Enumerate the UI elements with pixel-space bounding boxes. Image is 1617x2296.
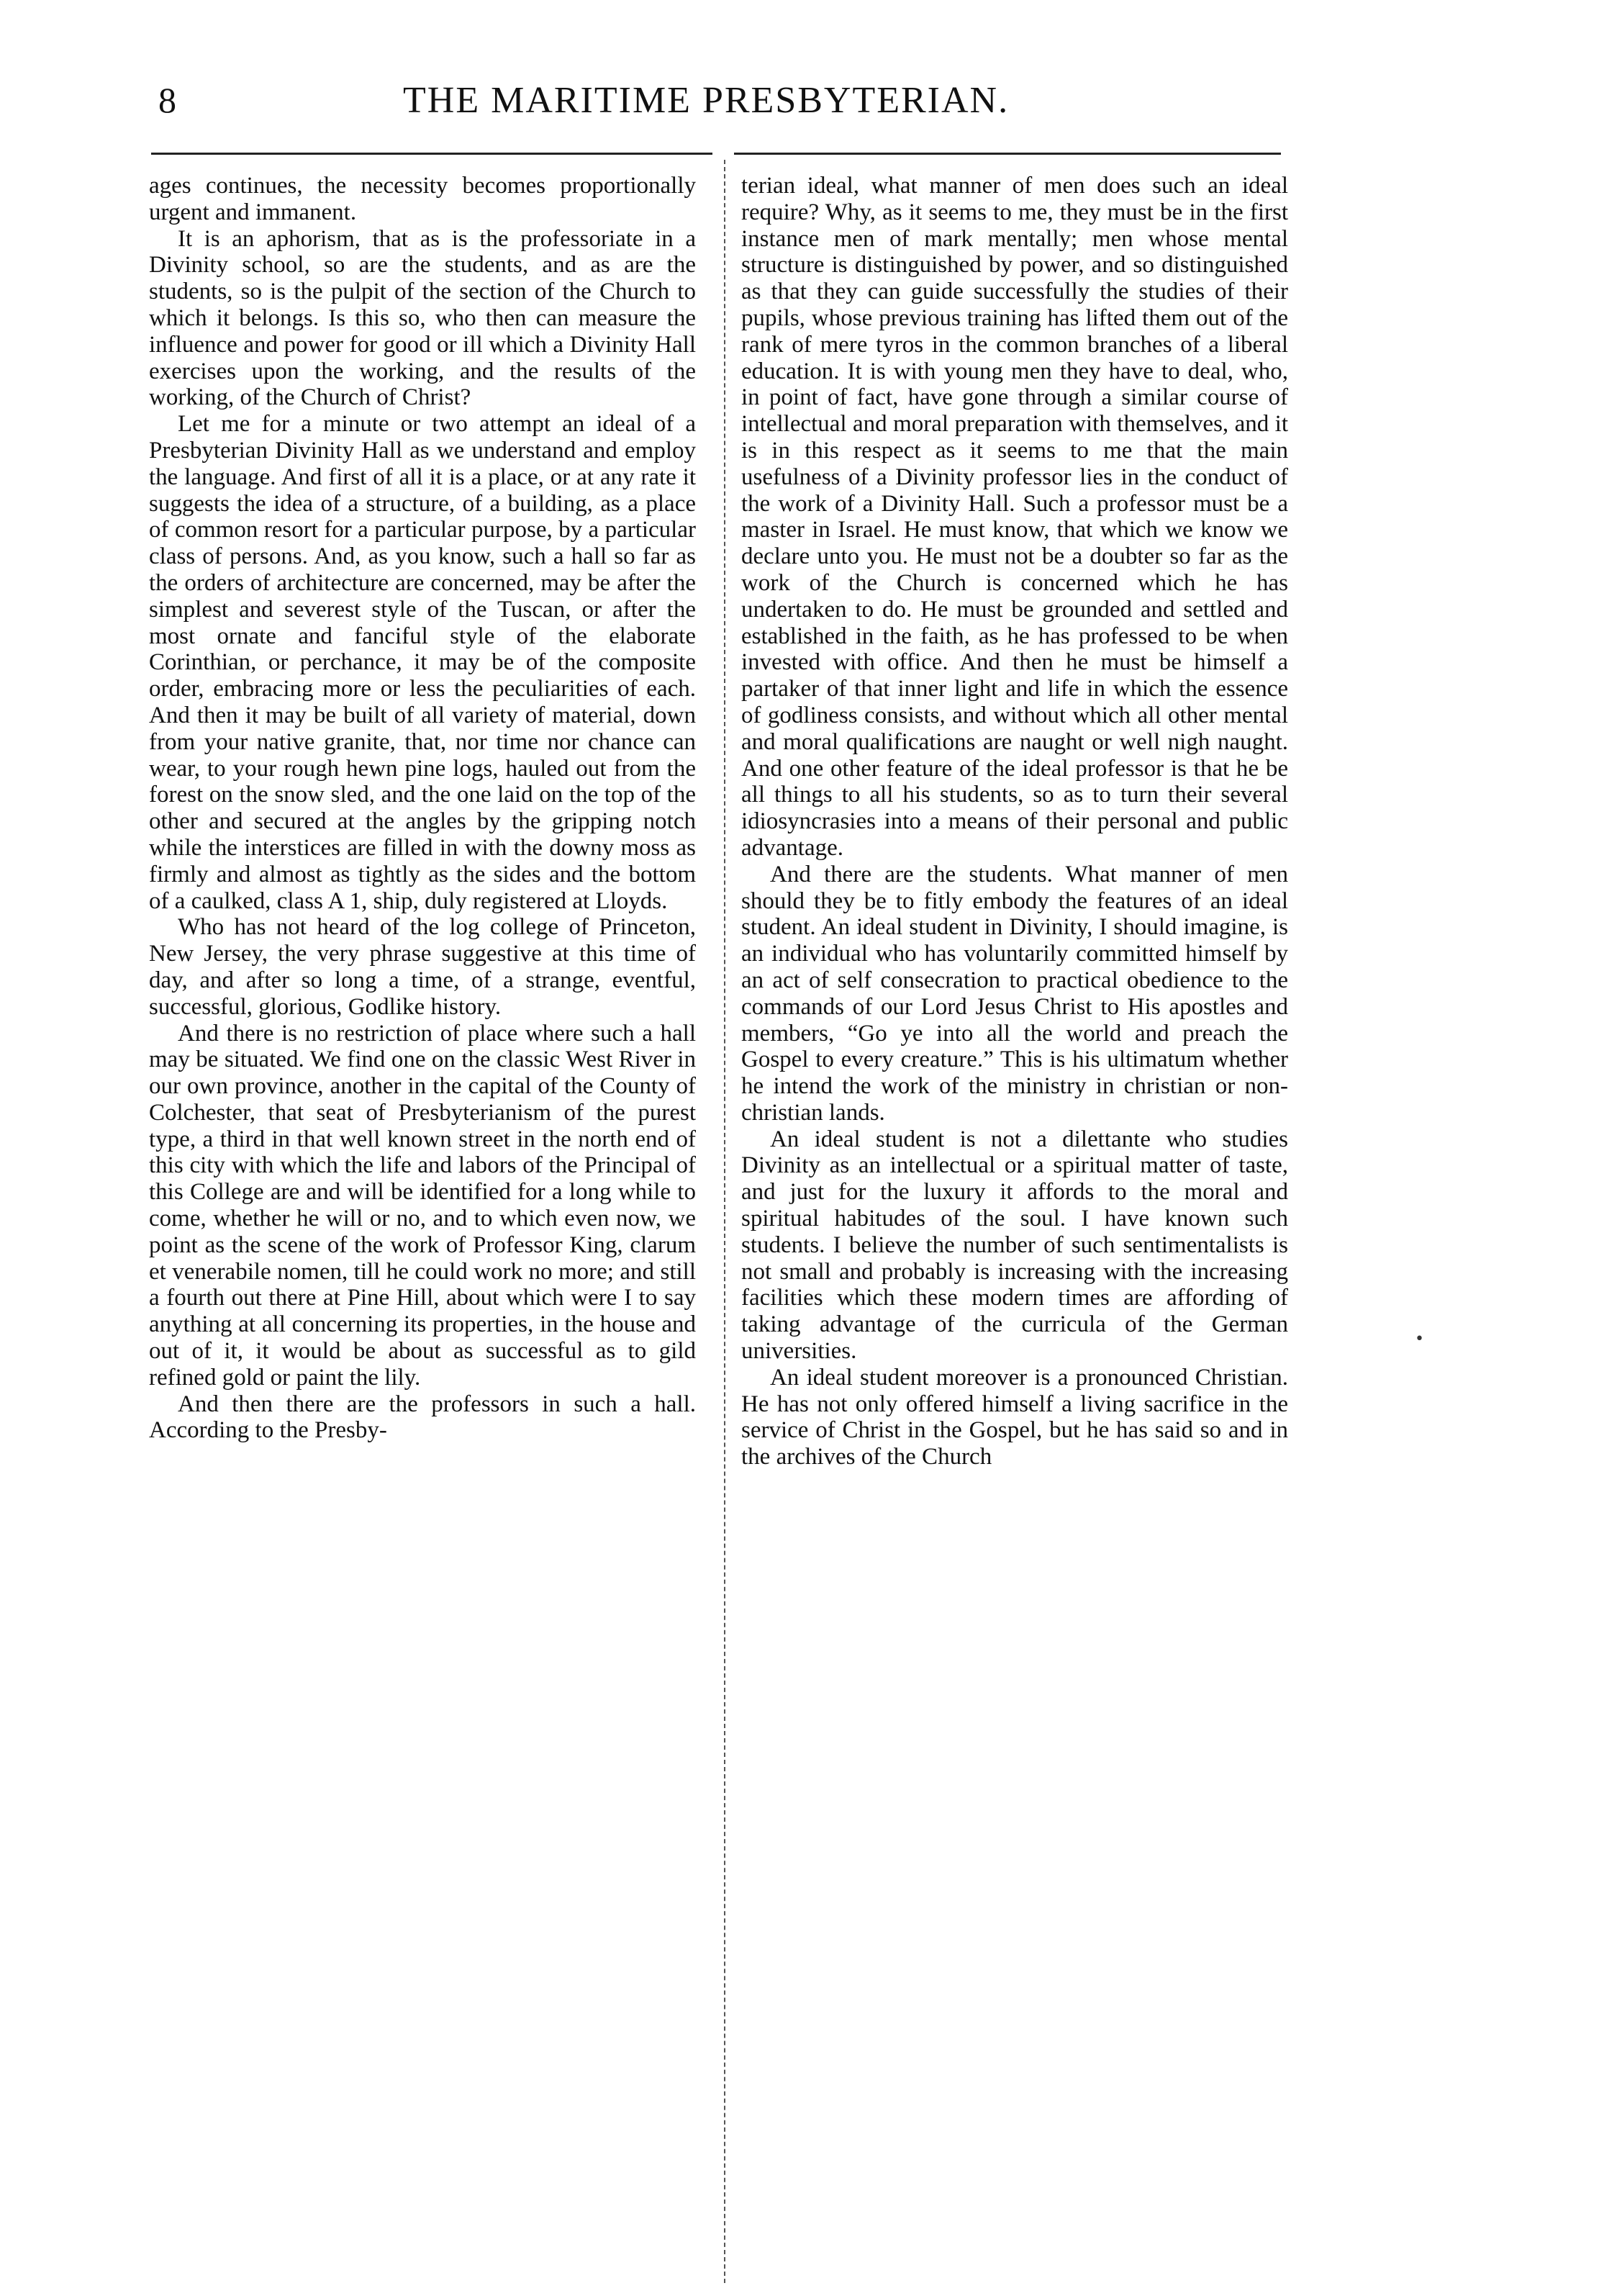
- column-divider: [724, 160, 725, 2283]
- paragraph: Let me for a minute or two attempt an ideal of a Presbyterian Divinity Hall as we understand and employ the language. And first of all it is a place, or at any rate it suggests the idea of a structure, of a building, as a place of common resort for a particular purpose, by a particular class of persons. And, as you know, such a hall so far as the orders of architecture are concerned, may be after the simplest and severest style of the Tuscan, or after the most ornate and fanciful style of the elaborate Corinthian, or perchance, it may be of the composite order, embracing more or less the peculiarities of each. And then it may be built of all variety of material, down from your native granite, that, nor time nor chance can wear, to your rough hewn pine logs, hauled out from the forest on the snow sled, and the one laid on the top of the other and secured at the angles by the gripping notch while the interstices are filled in with the downy moss as firmly and almost as tightly as the sides and the bottom of a caulked, class A 1, ship, duly registered at Lloyds.: [149, 411, 696, 914]
- paragraph: It is an aphorism, that as is the professoriate in a Divinity school, so are the students, and as are the students, so is the pulpit of the section of the Church to which it belongs. Is this so, who then can measure the influence and power for good or ill which a Divinity Hall exercises upon the working, and the results of the working, of the Church of Christ?: [149, 225, 696, 411]
- page-header: [158, 79, 1281, 137]
- ink-speck: •: [1415, 1330, 1424, 1348]
- paragraph: An ideal student is not a dilettante who studies Divinity as an intellectual or a spiritual matter of taste, and just for the luxury it affords to the moral and spiritual habitudes of the soul. I have known such students. I believe the number of such sentimentalists is not small and probably is increasing with the increasing facilities which these modern times are affording of taking advantage of the curricula of the German universities.: [741, 1126, 1288, 1365]
- paragraph: And there are the students. What manner of men should they be to fitly embody the features of an ideal student. An ideal student in Divinity, I should imagine, is an individual who has voluntarily committed himself by an act of self consecration to practical obedience to the commands of our Lord Jesus Christ to His apostles and members, “Go ye into all the world and preach the Gospel to every creature.” This is his ultimatum whether he intend the work of the ministry in christian or non-christian lands.: [741, 861, 1288, 1126]
- paragraph: Who has not heard of the log college of Princeton, New Jersey, the very phrase suggestive at this time of day, and after so long a time, of a strange, eventful, successful, glorious, Godlike history.: [149, 914, 696, 1020]
- paragraph: terian ideal, what manner of men does such an ideal require? Why, as it seems to me, they must be in the first instance men of mark mentally; men whose mental structure is distinguished by power, and so distinguished as that they can guide successfully the studies of their pupils, whose previous training has lifted them out of the rank of mere tyros in the common branches of a liberal education. It is with young men they have to deal, who, in point of fact, have gone through a similar course of intellectual and moral preparation with themselves, and it is in this respect as it seems to me that the main usefulness of a Divinity professor lies in the conduct of the work of a Divinity Hall. Such a professor must be a master in Israel. He must know, that which we know we declare unto you. He must not be a doubter so far as the work of the Church is concerned which he has undertaken to do. He must be grounded and settled and established in the faith, as he has professed to be when invested with office. And then he must be himself a partaker of that inner light and life in which the essence of godliness consists, and without which all other mental and moral qualifications are naught or well nigh naught. And one other feature of the ideal professor is that he be all things to all his students, so as to turn their several idiosyncrasies into a means of their personal and public advantage.: [741, 173, 1288, 861]
- paragraph: ages continues, the necessity becomes proportionally urgent and immanent.: [149, 173, 696, 225]
- paragraph: And there is no restriction of place where such a hall may be situated. We find one on the classic West River in our own province, another in the capital of the County of Colchester, that seat of Presbyterianism of the purest type, a third in that well known street in the north end of this city with which the life and labors of the Principal of this College are and will be identified for a long while to come, whether he will or no, and to which even now, we point as the scene of the work of Professor King, clarum et venerabile nomen, till he could work no more; and still a fourth out there at Pine Hill, about which were I to say anything at all concerning its properties, in the house and out of it, it would be about as successful as to gild refined gold or paint the lily.: [149, 1020, 696, 1391]
- paragraph: An ideal student moreover is a pronounced Christian. He has not only offered himself a living sacrifice in the service of Christ in the Gospel, but he has said so and in the archives of the Church: [741, 1364, 1288, 1470]
- right-column: [741, 173, 1288, 1470]
- left-column: [149, 173, 696, 1444]
- header-rule-right: [734, 153, 1281, 155]
- paragraph: And then there are the professors in such a hall. According to the Presby-: [149, 1391, 696, 1444]
- page-number: 8: [158, 80, 176, 120]
- running-title: THE MARITIME PRESBYTERIAN.: [403, 80, 1010, 121]
- header-rule-left: [151, 153, 712, 155]
